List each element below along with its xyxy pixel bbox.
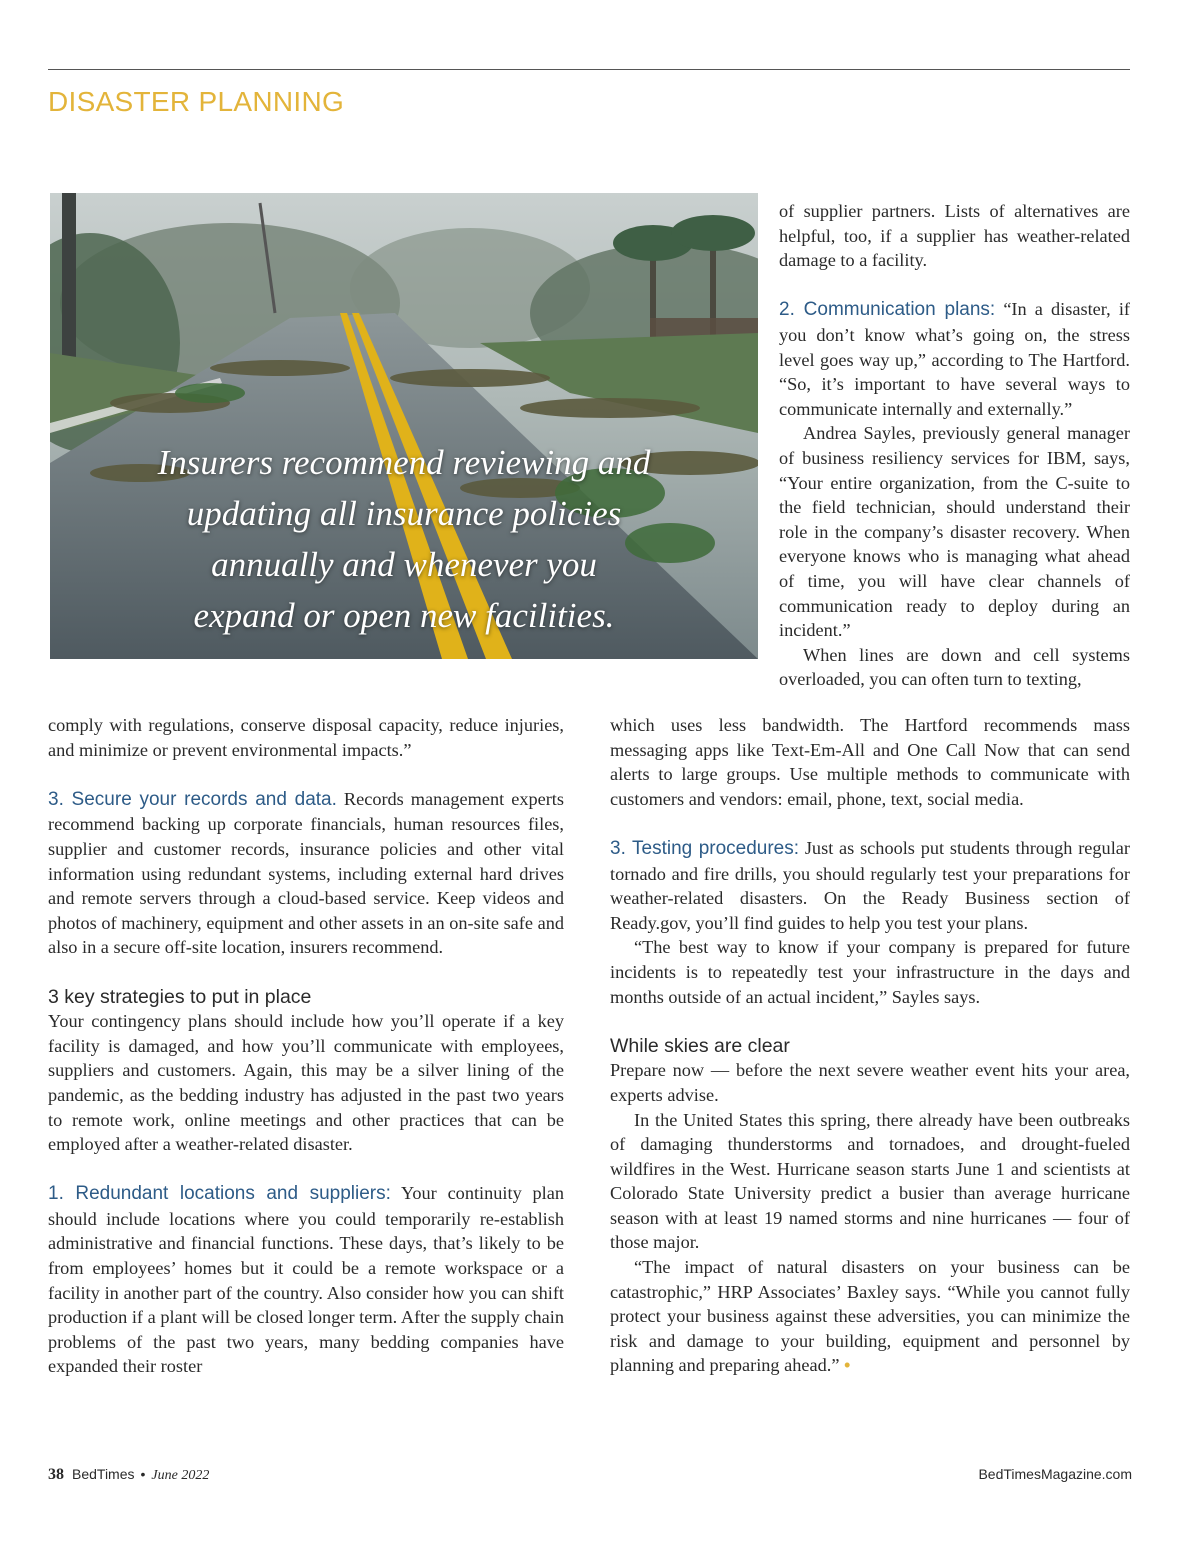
right-top-column bbox=[779, 199, 1130, 692]
publication-name: BedTimes bbox=[72, 1466, 135, 1482]
page-number: 38 bbox=[48, 1466, 64, 1483]
paragraph: When lines are down and cell systems overloaded, you can often turn to texting, bbox=[779, 644, 1130, 690]
section-title: DISASTER PLANNING bbox=[48, 86, 345, 117]
paragraph: In the United States this spring, there already have been outbreaks of damaging thunderstorms and tornadoes, and drought-fueled wildfires in the West. Hurricane season starts June 1 and scientists at Colorado State University predict a busier than average hurricane season with at least 19 named storms and nine hurricanes — four of those major. bbox=[610, 1109, 1130, 1253]
paragraph: “The best way to know if your company is prepared for future incidents is to repeatedly test your infrastructure in the days and months outside of an actual incident,” Sayles says. bbox=[610, 937, 1130, 1007]
subheading: While skies are clear bbox=[610, 1034, 790, 1057]
lead-in: 3. Secure your records and data. bbox=[48, 788, 337, 810]
paragraph: which uses less bandwidth. The Hartford recommends mass messaging apps like Text-Em-All and One Call Now that can send alerts to large groups. Use multiple methods to communicate with customers and vendors: email, phone, text, social media. bbox=[610, 715, 1130, 809]
subheading: 3 key strategies to put in place bbox=[48, 985, 312, 1008]
paragraph bbox=[610, 836, 1130, 935]
paragraph bbox=[48, 1181, 564, 1379]
paragraph bbox=[48, 787, 564, 960]
paragraph: comply with regulations, conserve disposal capacity, reduce injuries, and minimize or prevent environmental impacts.” bbox=[48, 715, 564, 760]
lead-in: 2. Communication plans: bbox=[779, 299, 996, 321]
footer-left bbox=[48, 1466, 209, 1484]
right-column bbox=[610, 713, 1130, 1378]
paragraph: Your contingency plans should include how you’ll operate if a key facility is damaged, and how you’ll communicate with employees, suppliers and customers. Again, this may be a silver lining of the pandemic, as the bedding industry has adjusted in the past two years to remote work, online meetings and other practices that can be employed after a weather-related disaster. bbox=[48, 1011, 564, 1155]
paragraph-body: Just as schools put students through regular tornado and fire drills, you should regularly test your preparations for weather-related disasters. On the Ready Business section of Ready.gov, you’ll find guides to help you test your plans. bbox=[610, 837, 1130, 933]
paragraph-body: “In a disaster, if you don’t know what’s going on, the stress level goes way up,” according to The Hartford. “So, it’s important to have several ways to communicate internally and externally.” bbox=[779, 299, 1130, 419]
footer-separator: • bbox=[140, 1466, 146, 1482]
paragraph: of supplier partners. Lists of alternatives are helpful, too, if a supplier has weather-related damage to a facility. bbox=[779, 201, 1130, 271]
website-link[interactable]: BedTimesMagazine.com bbox=[978, 1466, 1132, 1482]
paragraph: Andrea Sayles, previously general manager of business resiliency services for IBM, says, “Your entire organization, from the C-suite to the field technician, should understand their role in the company’s disaster recovery. When everyone knows who is managing what ahead of time, you will have clear channels of communication ready to deploy during an incident.” bbox=[779, 423, 1130, 641]
left-column bbox=[48, 713, 564, 1379]
pullquote-line: Insurers recommend reviewing and bbox=[157, 443, 651, 482]
paragraph: Prepare now — before the next severe weather event hits your area, experts advise. bbox=[610, 1060, 1130, 1105]
paragraph bbox=[779, 297, 1130, 421]
bullet-icon: • bbox=[844, 1354, 851, 1376]
pullquote bbox=[50, 437, 758, 641]
paragraph bbox=[610, 1255, 1130, 1378]
paragraph-body: Your continuity plan should include locations where you could temporarily re-establish administrative and financial functions. These days, that’s likely to be from employees’ homes but it could be a remote workspace or a facility in another part of the country. Also consider how you can shift production if a plant will be closed longer term. After the supply chain problems of the past two years, many bedding companies have expanded their roster bbox=[48, 1183, 564, 1377]
pullquote-line: expand or open new facilities. bbox=[193, 596, 615, 635]
paragraph-body: Records management experts recommend backing up corporate financials, human resources files, supplier and customer records, insurance policies and other vital information using redundant systems, including external hard drives and remote servers through a cloud-based service. Keep videos and photos of machinery, equipment and other assets in an on-site safe and also in a secure off-site location, insurers recommend. bbox=[48, 788, 564, 958]
paragraph-body: “The impact of natural disasters on your business can be catastrophic,” HRP Associates’ Baxley says. “While you cannot fully protect your business against these adversities, you can minimize the risk and damage to your building, equipment and personnel by planning and preparing ahead.” bbox=[610, 1257, 1130, 1376]
header-rule bbox=[48, 69, 1130, 70]
issue-date: June 2022 bbox=[151, 1468, 210, 1483]
lead-in: 3. Testing procedures: bbox=[610, 837, 800, 859]
storm-road-photo bbox=[50, 193, 758, 659]
lead-in: 1. Redundant locations and suppliers: bbox=[48, 1183, 391, 1205]
pullquote-line: annually and whenever you bbox=[211, 545, 597, 584]
pullquote-line: updating all insurance policies bbox=[186, 494, 622, 533]
